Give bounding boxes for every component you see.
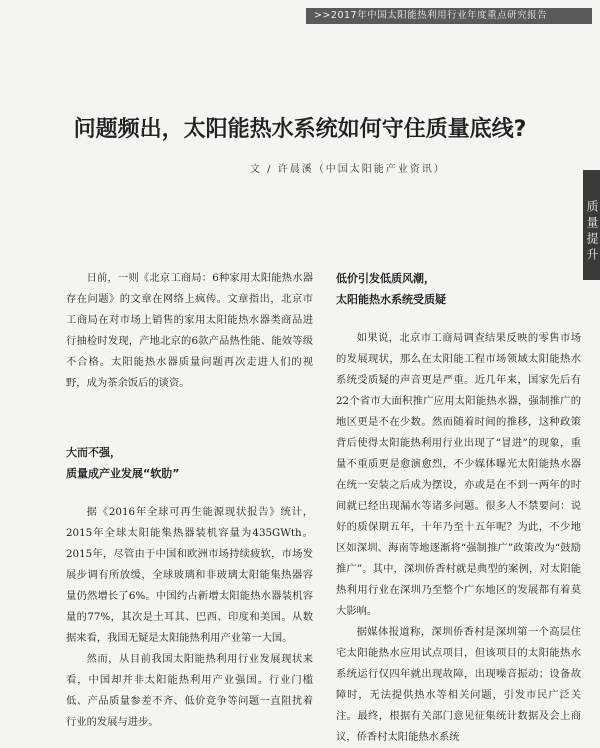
spacer <box>66 394 313 442</box>
spacer <box>336 310 581 328</box>
section-header-bar: >>2017年中国太阳能热利用行业年度重点研究报告 <box>306 8 592 24</box>
subhead-1-line-2: 质量成产业发展“软肋” <box>66 467 180 480</box>
article-byline: 文 / 许晨溪（中国太阳能产业资讯） <box>250 164 446 175</box>
left-paragraph-1: 日前，一则《北京工商局：6种家用太阳能热水器存在问题》的文章在网络上疯传。文章指出，北京市工商局在对市场上销售的家用太阳能热水器类商品进行抽检时发现，产地北京的6款产品热性能、能效等级不合格。太阳能热水器质量问题再次走进人们的视野，成为茶余饭后的谈资。 <box>66 272 313 389</box>
spacer <box>66 484 313 502</box>
section-side-tab: 质量提升 <box>583 170 600 280</box>
article-title: 问题频出，太阳能热水系统如何守住质量底线? <box>73 117 527 142</box>
left-paragraph-3: 然而，从目前我国太阳能热利用行业发展现状来看，中国却并非太阳能热利用产业强国。行业门槛低、产品质量参差不齐、低价竞争等问题一直阻扰着行业的发展与进步。 <box>66 653 313 728</box>
left-paragraph-2: 据《2016年全球可再生能源现状报告》统计，2015年全球太阳能集热器装机容量为435GWth。2015年，尽管由于中国和欧洲市场持续疲软，市场发展步调有所放缓，全球玻璃和非玻璃太阳能集热器容量仍然增长了6%。中国约占新增太阳能热水器装机容量的77%，其次是土耳其、巴西、印度和美国。从数据来看，我国无疑是太阳能热利用产业第一大国。 <box>66 506 313 644</box>
right-paragraph-1: 如果说，北京市工商局调查结果反映的零售市场的发展现状，那么在太阳能工程市场领域太阳能热水系统受质疑的声音更是严重。近几年来，国家先后有22个省市大面积推广应用太阳能热水器，强制推广的地区更是不在少数。然而随着时间的推移，这种政策背后使得太阳能热利用行业出现了“冒进”的现象，重量不重质更是愈演愈烈，不少媒体曝光太阳能热水器在统一安装之后成为摆设，亦或是在不到一两年的时间就已经出现漏水等诸多问题。很多人不禁要问：说好的质保期五年，十年乃至十五年呢？为此，不少地区如深圳、海南等地逐渐将“强制推广”政策改为“鼓励推广”。其中，深圳侨香村就是典型的案例，对太阳能热利用行业在深圳乃至整个广东地区的发展都有着莫大影响。 <box>336 332 581 617</box>
subhead-2-line-1: 低价引发低质风潮， <box>336 272 435 285</box>
subhead-1-line-1: 大而不强， <box>66 446 121 459</box>
right-column <box>336 268 581 748</box>
right-paragraph-2: 据媒体报道称，深圳侨香村是深圳第一个高层住宅太阳能热水应用试点项目，但该项目的太阳能热水系统运行仅四年就出现故障，出现噪音振动；设备故障时，无法提供热水等相关问题，引发市民广泛关注。最终，根据有关部门意见征集统计数据及会上商议，侨香村太阳能热水系统 <box>336 626 581 743</box>
subhead-2-line-2: 太阳能热水系统受质疑 <box>336 293 446 306</box>
left-column <box>66 268 313 733</box>
